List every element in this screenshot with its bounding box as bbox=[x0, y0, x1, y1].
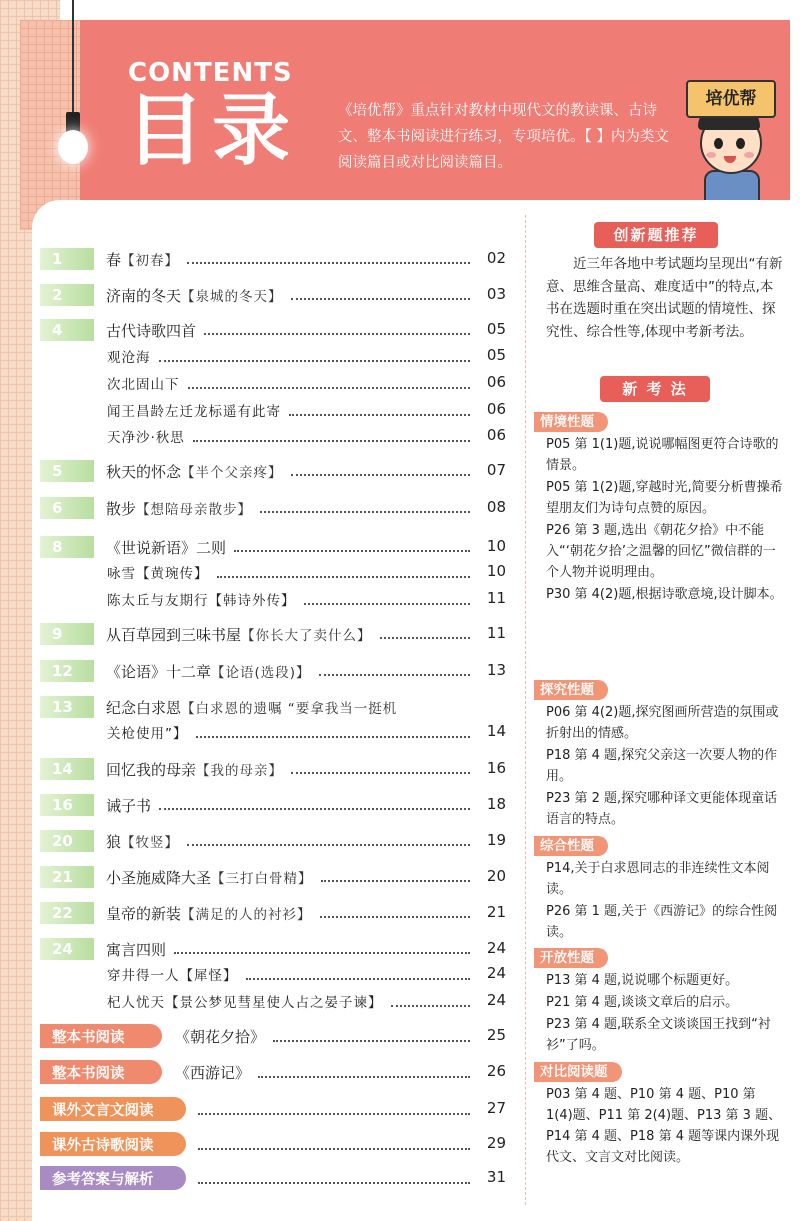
innovative-questions-text: 近三年各地中考试题均呈现出“有新意、思维含量高、难度适中”的特点,本书在选题时重在突出试题的情境性、探究性、综合性等,体现中考新考法。 bbox=[546, 256, 783, 340]
sub-lesson-title[interactable]: 闻王昌龄左迁龙标遥有此寄 bbox=[107, 404, 281, 420]
page-number: 02 bbox=[486, 249, 506, 267]
lesson-title: 回忆我的母亲 bbox=[106, 760, 197, 779]
question-reference: P30 第 4(2)题,根据诗歌意境,设计脚本。 bbox=[546, 587, 783, 602]
page-number: 18 bbox=[486, 795, 506, 813]
mascot-eye-icon bbox=[736, 138, 745, 149]
dotted-leader bbox=[234, 550, 470, 552]
page-number: 05 bbox=[486, 346, 506, 364]
page-number: 31 bbox=[486, 1168, 506, 1186]
toc-row[interactable] bbox=[40, 829, 179, 853]
column-divider bbox=[525, 215, 526, 1205]
lesson-number-tab: 21 bbox=[40, 866, 94, 888]
sub-lesson-title[interactable]: 次北固山下 bbox=[107, 377, 180, 393]
toc-row[interactable] bbox=[40, 459, 283, 483]
dotted-leader bbox=[217, 576, 470, 578]
dotted-leader bbox=[258, 1076, 470, 1078]
lesson-title: 散步 bbox=[106, 499, 137, 518]
dotted-leader bbox=[198, 1113, 470, 1115]
page-number: 26 bbox=[486, 1062, 506, 1080]
lesson-number-tab: 20 bbox=[40, 830, 94, 852]
lesson-number-tab: 14 bbox=[40, 758, 94, 780]
page-number: 29 bbox=[486, 1134, 506, 1152]
lesson-number-tab: 13 bbox=[40, 696, 94, 718]
lesson-related-reading: 【牧竖】 bbox=[121, 835, 180, 851]
lesson-related-reading: 【我的母亲】 bbox=[196, 763, 284, 779]
page-number: 24 bbox=[486, 964, 506, 982]
lesson-title: 皇帝的新装 bbox=[106, 904, 182, 923]
question-type-tag: 探究性题 bbox=[534, 680, 608, 700]
lesson-title: 从百草园到三味书屋 bbox=[106, 625, 242, 644]
lesson-number-tab: 5 bbox=[40, 460, 94, 482]
lesson-number-tab: 8 bbox=[40, 536, 94, 558]
lesson-number-tab: 24 bbox=[40, 938, 94, 960]
toc-row[interactable] bbox=[40, 937, 166, 961]
toc-row[interactable] bbox=[40, 318, 196, 342]
dotted-leader bbox=[174, 952, 470, 954]
new-methods-heading: 新 考 法 bbox=[600, 376, 710, 402]
lesson-related-reading: 【白求恩的遗嘱 “要拿我当一挺机 bbox=[181, 701, 398, 717]
dotted-leader bbox=[380, 637, 470, 639]
page-number: 05 bbox=[486, 320, 506, 338]
sub-lesson-title[interactable]: 天净沙·秋思 bbox=[107, 430, 185, 446]
lesson-title: 寓言四则 bbox=[106, 940, 167, 959]
lesson-related-reading: 【初春】 bbox=[121, 253, 180, 269]
page-number: 06 bbox=[486, 373, 506, 391]
lesson-title: 春 bbox=[106, 250, 122, 269]
question-type-tag: 对比阅读题 bbox=[534, 1062, 622, 1082]
lesson-related-reading: 【三打白骨精】 bbox=[211, 871, 313, 887]
dotted-leader bbox=[198, 1182, 470, 1184]
page-number: 06 bbox=[486, 400, 506, 418]
lesson-title: 诫子书 bbox=[106, 796, 152, 815]
dotted-leader bbox=[246, 978, 470, 980]
question-reference: P23 第 4 题,联系全文谈谈国王找到“衬衫”了吗。 bbox=[546, 1017, 771, 1053]
reading-section-tab[interactable]: 参考答案与解析 bbox=[40, 1166, 186, 1190]
page-number: 25 bbox=[486, 1026, 506, 1044]
dotted-leader bbox=[198, 1148, 470, 1150]
lesson-number-tab: 12 bbox=[40, 660, 94, 682]
lamp-wire bbox=[72, 0, 74, 118]
lesson-number-tab: 2 bbox=[40, 284, 94, 306]
lesson-title: 济南的冬天 bbox=[106, 286, 182, 305]
reading-section-tab[interactable]: 整本书阅读 bbox=[40, 1024, 162, 1048]
question-reference: P26 第 3 题,选出《朝花夕拾》中不能入“‘朝花夕拾’之温馨的回忆”微信群的一个人物并说明理由。 bbox=[546, 523, 776, 580]
page-number: 27 bbox=[486, 1099, 506, 1117]
toc-row[interactable] bbox=[40, 535, 226, 559]
sub-lesson-title[interactable]: 穿井得一人【犀怪】 bbox=[107, 968, 238, 984]
page-number: 24 bbox=[486, 939, 506, 957]
reading-section-tab[interactable]: 课外文言文阅读 bbox=[40, 1097, 186, 1121]
dotted-leader bbox=[188, 387, 470, 389]
dotted-leader bbox=[159, 360, 470, 362]
toc-row[interactable] bbox=[40, 496, 252, 520]
dotted-leader bbox=[320, 916, 470, 918]
dotted-leader bbox=[291, 772, 470, 774]
toc-row[interactable] bbox=[40, 247, 179, 271]
lesson-number-tab: 9 bbox=[40, 623, 94, 645]
dotted-leader bbox=[159, 808, 470, 810]
toc-row[interactable] bbox=[40, 865, 313, 889]
mascot-illustration bbox=[686, 60, 776, 220]
lightbulb-icon bbox=[58, 130, 88, 164]
mascot-eye-icon bbox=[714, 138, 723, 149]
question-reference: P23 第 2 题,探究哪种译文更能体现童话语言的特点。 bbox=[546, 791, 778, 827]
question-reference: P05 第 1(1)题,说说哪幅图更符合诗歌的情景。 bbox=[546, 437, 779, 473]
sub-lesson-title[interactable]: 杞人忧天【景公梦见彗星使人占之晏子谏】 bbox=[107, 995, 383, 1011]
dotted-leader bbox=[187, 262, 470, 264]
question-type-tag: 开放性题 bbox=[534, 948, 608, 968]
lesson-title: 《论语》十二章 bbox=[106, 662, 212, 681]
question-reference: P13 第 4 题,说说哪个标题更好。 bbox=[546, 973, 739, 988]
page-number: 19 bbox=[486, 831, 506, 849]
reading-section-tab[interactable]: 整本书阅读 bbox=[40, 1060, 162, 1084]
question-reference: P26 第 1 题,关于《西游记》的综合性阅读。 bbox=[546, 904, 778, 940]
page-number: 10 bbox=[486, 537, 506, 555]
page-number: 07 bbox=[486, 461, 506, 479]
dotted-leader bbox=[289, 414, 470, 416]
lesson-related-reading: 【你长大了卖什么】 bbox=[241, 628, 372, 644]
lesson-number-tab: 16 bbox=[40, 794, 94, 816]
dotted-leader bbox=[204, 333, 470, 335]
sub-lesson-title[interactable]: 关枪使用”】 bbox=[107, 726, 188, 742]
lesson-related-reading: 【半个父亲疼】 bbox=[181, 465, 283, 481]
lesson-related-reading: 【泉城的冬天】 bbox=[181, 289, 283, 305]
lesson-title: 秋天的怀念 bbox=[106, 462, 182, 481]
page-number: 13 bbox=[486, 661, 506, 679]
toc-row[interactable] bbox=[40, 793, 151, 817]
lesson-title: 小圣施威降大圣 bbox=[106, 868, 212, 887]
toc-row[interactable] bbox=[40, 695, 397, 719]
question-reference: P18 第 4 题,探究父亲这一次要人物的作用。 bbox=[546, 748, 778, 784]
contents-title-en: CONTENTS bbox=[128, 58, 293, 88]
dotted-leader bbox=[291, 474, 470, 476]
toc-row[interactable] bbox=[40, 283, 283, 307]
mascot-sign: 培优帮 bbox=[686, 80, 776, 118]
lesson-title: 《世说新语》二则 bbox=[106, 538, 227, 557]
lesson-related-reading: 【满足的人的衬衫】 bbox=[181, 907, 312, 923]
lesson-title: 古代诗歌四首 bbox=[106, 321, 197, 340]
dotted-leader bbox=[304, 603, 470, 605]
page-number: 21 bbox=[486, 903, 506, 921]
question-reference: P21 第 4 题,谈谈文章后的启示。 bbox=[546, 995, 739, 1010]
sub-lesson-title[interactable]: 陈太丘与友期行【韩诗外传】 bbox=[107, 593, 296, 609]
intro-text: 《培优帮》重点针对教材中现代文的教读课、古诗文、整本书阅读进行练习，专项培优。【 】内为类文阅读篇目或对比阅读篇目。 bbox=[338, 103, 669, 171]
dotted-leader bbox=[291, 298, 470, 300]
contents-title-cn: 目录 bbox=[126, 86, 299, 176]
toc-row[interactable] bbox=[40, 622, 372, 646]
mascot-cheek bbox=[706, 152, 716, 158]
page-number: 11 bbox=[486, 589, 506, 607]
dotted-leader bbox=[391, 1005, 470, 1007]
question-reference: P14,关于白求恩同志的非连续性文本阅读。 bbox=[546, 861, 770, 897]
lesson-related-reading: 【论语(选段)】 bbox=[211, 665, 311, 681]
dotted-leader bbox=[321, 880, 470, 882]
toc-row[interactable] bbox=[40, 901, 312, 925]
question-reference: P05 第 1(2)题,穿越时光,简要分析曹操希望朋友们为诗句点赞的原因。 bbox=[546, 480, 783, 516]
sub-lesson-title[interactable]: 观沧海 bbox=[107, 350, 151, 366]
page-number: 14 bbox=[486, 722, 506, 740]
page-number: 11 bbox=[486, 624, 506, 642]
dotted-leader bbox=[187, 844, 470, 846]
lesson-title: 狼 bbox=[106, 832, 122, 851]
lesson-related-reading: 【想陪母亲散步】 bbox=[136, 502, 253, 518]
dotted-leader bbox=[273, 1040, 470, 1042]
dotted-leader bbox=[260, 511, 470, 513]
page-number: 10 bbox=[486, 562, 506, 580]
page-number: 06 bbox=[486, 426, 506, 444]
question-type-tag: 综合性题 bbox=[534, 836, 608, 856]
lesson-number-tab: 22 bbox=[40, 902, 94, 924]
dotted-leader bbox=[193, 440, 470, 442]
page-number: 20 bbox=[486, 867, 506, 885]
reading-book-title: 《朝花夕拾》 bbox=[175, 1028, 266, 1046]
lesson-number-tab: 4 bbox=[40, 319, 94, 341]
lesson-number-tab: 6 bbox=[40, 497, 94, 519]
question-reference: P03 第 4 题、P10 第 4 题、P10 第 1(4)题、P11 第 2(4)题、P13 第 3 题、P14 第 4 题、P18 第 4 题等课内课外现代文、文言文对比阅读。 bbox=[546, 1087, 782, 1165]
dotted-leader bbox=[196, 736, 470, 738]
reading-book-title: 《西游记》 bbox=[175, 1064, 251, 1082]
toc-row[interactable] bbox=[40, 757, 283, 781]
page-number: 24 bbox=[486, 991, 506, 1009]
question-reference: P06 第 4(2)题,探究图画所营造的氛围或折射出的情感。 bbox=[546, 705, 779, 741]
innovative-questions-heading: 创新题推荐 bbox=[594, 222, 718, 248]
question-type-tag: 情境性题 bbox=[534, 412, 608, 432]
reading-section-tab[interactable]: 课外古诗歌阅读 bbox=[40, 1132, 186, 1156]
mascot-cheek bbox=[744, 152, 754, 158]
dotted-leader bbox=[319, 674, 470, 676]
page-number: 16 bbox=[486, 759, 506, 777]
sub-lesson-title[interactable]: 咏雪【黄琬传】 bbox=[107, 566, 209, 582]
lesson-number-tab: 1 bbox=[40, 248, 94, 270]
lesson-title: 纪念白求恩 bbox=[106, 698, 182, 717]
page-number: 03 bbox=[486, 285, 506, 303]
page-number: 08 bbox=[486, 498, 506, 516]
toc-row[interactable] bbox=[40, 659, 311, 683]
